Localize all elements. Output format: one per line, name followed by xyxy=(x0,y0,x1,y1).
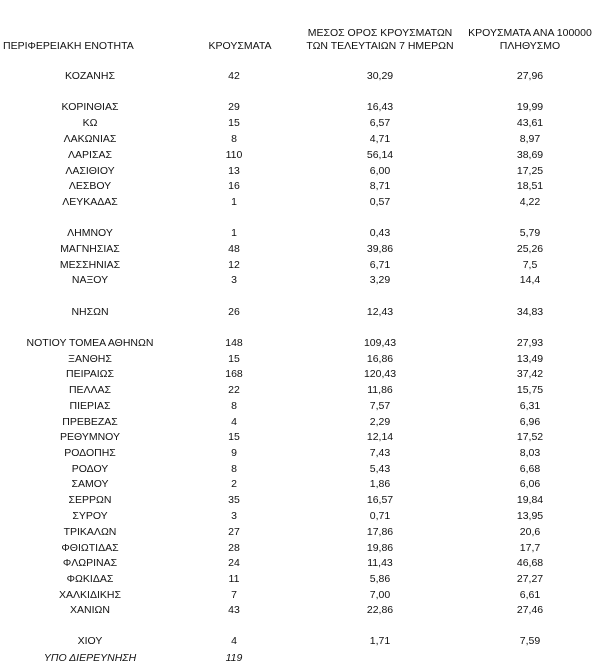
cell-region: ΛΕΣΒΟΥ xyxy=(68,180,112,192)
cell-per: 13,95 xyxy=(516,510,544,522)
cell-cases: 119 xyxy=(225,652,243,664)
table-row xyxy=(0,399,604,414)
cell-per: 20,6 xyxy=(519,526,541,538)
cell-region: ΠΕΛΛΑΣ xyxy=(68,384,112,396)
table-row xyxy=(0,477,604,492)
cell-region: ΠΡΕΒΕΖΑΣ xyxy=(62,416,118,428)
cell-region: ΞΑΝΘΗΣ xyxy=(68,353,112,365)
cell-region: ΚΩ xyxy=(82,117,98,129)
cell-cases: 11 xyxy=(228,573,240,585)
header-avg-line1: ΜΕΣΟΣ ΟΡΟΣ ΚΡΟΥΣΜΑΤΩΝ xyxy=(307,27,453,39)
header-cases: ΚΡΟΥΣΜΑΤΑ xyxy=(208,40,272,52)
table-row xyxy=(0,148,604,163)
cell-per: 37,42 xyxy=(516,368,544,380)
cell-per: 19,84 xyxy=(516,494,544,506)
cell-avg: 19,86 xyxy=(366,542,394,554)
table-row xyxy=(0,509,604,524)
table-row xyxy=(0,336,604,351)
cell-region: ΝΗΣΩΝ xyxy=(71,306,109,318)
table-row xyxy=(0,415,604,430)
cell-per: 34,83 xyxy=(516,306,544,318)
cell-region: ΧΙΟΥ xyxy=(77,635,103,647)
cell-avg: 7,43 xyxy=(369,447,391,459)
table-row xyxy=(0,572,604,587)
cell-region: ΧΑΛΚΙΔΙΚΗΣ xyxy=(59,589,121,601)
cell-per: 5,79 xyxy=(519,227,541,239)
table-row xyxy=(0,588,604,603)
cell-region: ΛΑΡΙΣΑΣ xyxy=(68,149,112,161)
cell-per: 38,69 xyxy=(516,149,544,161)
cell-per: 13,49 xyxy=(516,353,544,365)
table-row xyxy=(0,100,604,115)
cell-region: ΧΑΝΙΩΝ xyxy=(70,604,110,616)
cell-per: 6,68 xyxy=(519,463,541,475)
cell-avg: 5,43 xyxy=(369,463,391,475)
cell-region: ΚΟΖΑΝΗΣ xyxy=(65,70,115,82)
table-row xyxy=(0,367,604,382)
cell-avg: 12,43 xyxy=(366,306,394,318)
table-row xyxy=(0,132,604,147)
cell-region: ΛΑΚΩΝΙΑΣ xyxy=(63,133,117,145)
cell-cases: 4 xyxy=(231,635,237,647)
cell-cases: 15 xyxy=(228,353,240,365)
cell-region: ΦΛΩΡΙΝΑΣ xyxy=(62,557,118,569)
cell-region: ΝΟΤΙΟΥ ΤΟΜΕΑ ΑΘΗΝΩΝ xyxy=(26,337,154,349)
table-row xyxy=(0,179,604,194)
cell-per: 27,27 xyxy=(516,573,544,585)
cell-cases: 7 xyxy=(231,589,237,601)
cell-cases: 12 xyxy=(228,259,240,271)
cell-cases: 35 xyxy=(228,494,240,506)
cell-cases: 27 xyxy=(228,526,240,538)
cell-avg: 22,86 xyxy=(366,604,394,616)
cell-region: ΠΙΕΡΙΑΣ xyxy=(69,400,111,412)
cell-avg: 0,57 xyxy=(369,196,391,208)
table-row xyxy=(0,541,604,556)
table-row xyxy=(0,556,604,571)
cell-cases: 15 xyxy=(228,431,240,443)
cell-cases: 1 xyxy=(231,196,237,208)
cell-cases: 110 xyxy=(225,149,243,161)
cell-avg: 16,43 xyxy=(366,101,394,113)
table-row xyxy=(0,603,604,618)
table-row xyxy=(0,164,604,179)
table-row xyxy=(0,226,604,241)
table-row xyxy=(0,273,604,288)
cell-region: ΛΑΣΙΘΙΟΥ xyxy=(65,165,115,177)
cell-cases: 3 xyxy=(231,510,237,522)
cell-region: ΦΩΚΙΔΑΣ xyxy=(66,573,114,585)
cell-per: 25,26 xyxy=(516,243,544,255)
cell-avg: 56,14 xyxy=(366,149,394,161)
header-per-100000 xyxy=(460,27,600,53)
cell-cases: 16 xyxy=(228,180,240,192)
cell-per: 46,68 xyxy=(516,557,544,569)
cell-cases: 3 xyxy=(231,274,237,286)
cell-per: 18,51 xyxy=(516,180,544,192)
cell-cases: 24 xyxy=(228,557,240,569)
table-row xyxy=(0,195,604,210)
cell-per: 27,46 xyxy=(516,604,544,616)
cell-cases: 29 xyxy=(228,101,240,113)
header-avg-7-days xyxy=(290,27,470,53)
cell-avg: 7,57 xyxy=(369,400,391,412)
table-row xyxy=(0,651,604,666)
cell-per: 27,96 xyxy=(516,70,544,82)
cell-region: ΥΠΟ ΔΙΕΡΕΥΝΗΣΗ xyxy=(43,652,137,664)
header-region: ΠΕΡΙΦΕΡΕΙΑΚΗ ΕΝΟΤΗΤΑ xyxy=(3,40,134,52)
cell-region: ΡΟΔΟΥ xyxy=(71,463,109,475)
cell-avg: 1,86 xyxy=(369,478,391,490)
cell-avg: 109,43 xyxy=(363,337,397,349)
cell-region: ΚΟΡΙΝΘΙΑΣ xyxy=(61,101,119,113)
cell-avg: 1,71 xyxy=(369,635,391,647)
cell-per: 7,5 xyxy=(522,259,538,271)
cell-region: ΡΕΘΥΜΝΟΥ xyxy=(59,431,120,443)
cell-cases: 8 xyxy=(231,400,237,412)
cell-avg: 2,29 xyxy=(369,416,391,428)
cell-avg: 11,43 xyxy=(367,557,393,569)
table-row xyxy=(0,305,604,320)
table-row xyxy=(0,634,604,649)
cell-region: ΛΕΥΚΑΔΑΣ xyxy=(62,196,118,208)
cell-cases: 9 xyxy=(231,447,237,459)
cell-avg: 39,86 xyxy=(366,243,394,255)
cell-per: 27,93 xyxy=(516,337,544,349)
table-row xyxy=(0,430,604,445)
cell-avg: 6,71 xyxy=(369,259,391,271)
cell-per: 6,31 xyxy=(519,400,541,412)
cell-region: ΣΑΜΟΥ xyxy=(71,478,109,490)
cell-region: ΠΕΙΡΑΙΩΣ xyxy=(66,368,114,380)
cell-region: ΣΕΡΡΩΝ xyxy=(68,494,112,506)
cell-per: 43,61 xyxy=(516,117,544,129)
cell-avg: 120,43 xyxy=(363,368,397,380)
table-row xyxy=(0,462,604,477)
cell-avg: 4,71 xyxy=(369,133,391,145)
cell-avg: 0,71 xyxy=(369,510,391,522)
cell-region: ΜΑΓΝΗΣΙΑΣ xyxy=(60,243,120,255)
table-row xyxy=(0,383,604,398)
cell-region: ΦΘΙΩΤΙΔΑΣ xyxy=(61,542,119,554)
cell-avg: 3,29 xyxy=(369,274,391,286)
table-row xyxy=(0,69,604,84)
table-row xyxy=(0,242,604,257)
cell-cases: 2 xyxy=(231,478,237,490)
cell-cases: 8 xyxy=(231,463,237,475)
cell-cases: 1 xyxy=(231,227,237,239)
cell-per: 8,97 xyxy=(519,133,541,145)
cell-avg: 6,00 xyxy=(369,165,391,177)
cell-cases: 43 xyxy=(228,604,240,616)
table-row xyxy=(0,352,604,367)
cell-avg: 6,57 xyxy=(369,117,391,129)
cell-per: 15,75 xyxy=(516,384,544,396)
cell-avg: 17,86 xyxy=(366,526,394,538)
cell-region: ΛΗΜΝΟΥ xyxy=(67,227,113,239)
header-avg-line2: ΤΩΝ ΤΕΛΕΥΤΑΙΩΝ 7 ΗΜΕΡΩΝ xyxy=(306,40,454,52)
cell-avg: 0,43 xyxy=(369,227,391,239)
table-row xyxy=(0,525,604,540)
cell-per: 7,59 xyxy=(519,635,541,647)
cell-avg: 30,29 xyxy=(366,70,394,82)
cell-cases: 4 xyxy=(231,416,237,428)
cell-avg: 8,71 xyxy=(369,180,391,192)
cell-cases: 13 xyxy=(228,165,240,177)
cell-per: 14,4 xyxy=(519,274,541,286)
cell-cases: 28 xyxy=(228,542,240,554)
cell-region: ΜΕΣΣΗΝΙΑΣ xyxy=(59,259,121,271)
cell-per: 19,99 xyxy=(516,101,544,113)
header-per-line2: ΠΛΗΘΥΣΜΟ xyxy=(499,40,561,52)
cell-avg: 7,00 xyxy=(369,589,391,601)
cell-per: 17,7 xyxy=(519,542,541,554)
cell-cases: 168 xyxy=(225,368,243,380)
table-row xyxy=(0,446,604,461)
table-row xyxy=(0,493,604,508)
cell-cases: 42 xyxy=(228,70,240,82)
cell-avg: 11,86 xyxy=(367,384,393,396)
cell-cases: 8 xyxy=(231,133,237,145)
cell-region: ΤΡΙΚΑΛΩΝ xyxy=(63,526,117,538)
cell-cases: 15 xyxy=(228,117,240,129)
cell-avg: 5,86 xyxy=(369,573,391,585)
cell-per: 4,22 xyxy=(519,196,541,208)
cell-cases: 22 xyxy=(228,384,240,396)
table-row xyxy=(0,116,604,131)
cell-per: 17,25 xyxy=(516,165,544,177)
cell-per: 17,52 xyxy=(516,431,544,443)
cell-per: 6,96 xyxy=(519,416,541,428)
cell-region: ΡΟΔΟΠΗΣ xyxy=(64,447,116,459)
cell-per: 6,06 xyxy=(519,478,541,490)
cell-cases: 26 xyxy=(228,306,240,318)
cell-avg: 16,57 xyxy=(366,494,394,506)
cell-cases: 148 xyxy=(225,337,243,349)
cell-per: 6,61 xyxy=(519,589,541,601)
cell-region: ΝΑΞΟΥ xyxy=(71,274,109,286)
cell-cases: 48 xyxy=(228,243,240,255)
table-row xyxy=(0,258,604,273)
cell-region: ΣΥΡΟΥ xyxy=(72,510,108,522)
header-per-line1: ΚΡΟΥΣΜΑΤΑ ΑΝΑ 100000 xyxy=(468,27,592,39)
cell-per: 8,03 xyxy=(519,447,541,459)
cell-avg: 16,86 xyxy=(366,353,394,365)
cell-avg: 12,14 xyxy=(366,431,394,443)
